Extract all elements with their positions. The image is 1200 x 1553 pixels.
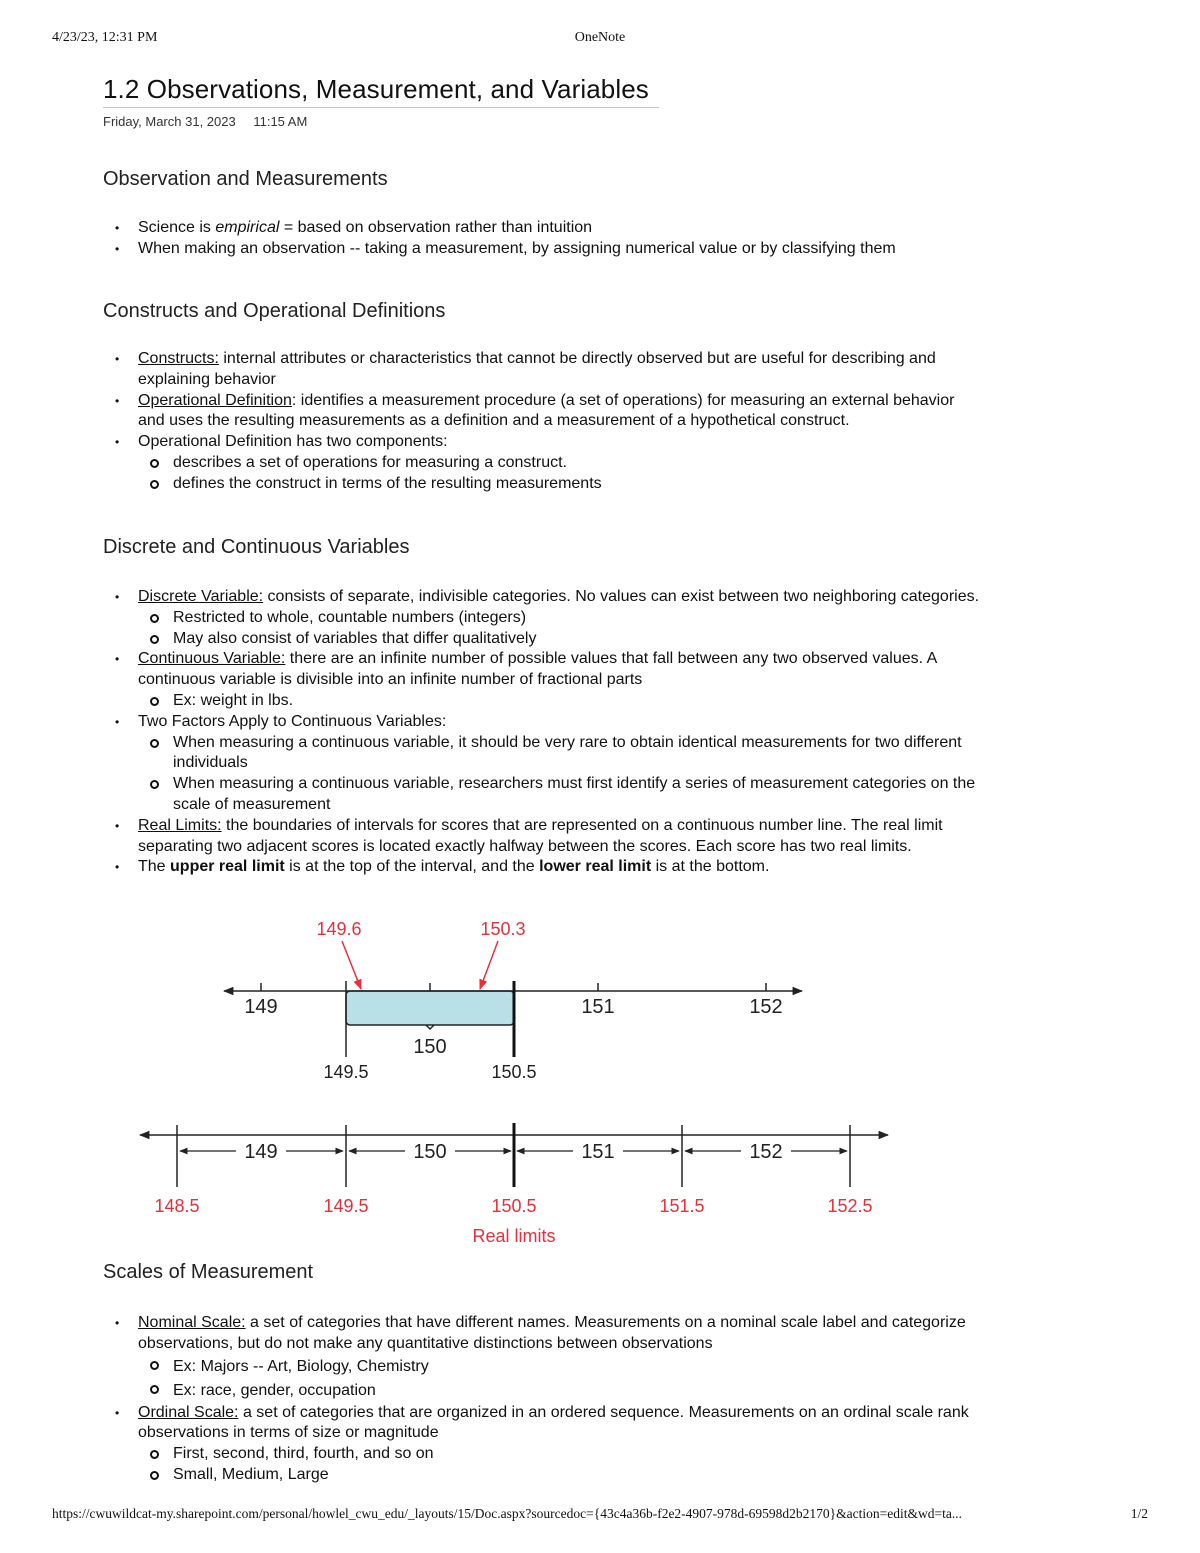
list-item: • Real Limits: the boundaries of intervals for scores that are represented on a continuous number line. The real limit separating two adjacent scores is located exactly halfway between the scores. Each score has two real limits. xyxy=(115,816,985,858)
observation-list xyxy=(115,218,985,260)
scales-list xyxy=(115,1313,985,1486)
real-limit-label-151-5: 151.5 xyxy=(659,1196,705,1216)
sub-list xyxy=(138,733,985,816)
interval-label-151: 151 xyxy=(581,1141,615,1163)
section-title-constructs: Constructs and Operational Definitions xyxy=(103,300,446,322)
sub-list-item: May also consist of variables that differ qualitatively xyxy=(138,629,985,650)
section-title-variables: Discrete and Continuous Variables xyxy=(103,536,410,558)
list-item: • Two Factors Apply to Continuous Variables: When measuring a continuous variable, it should be very rare to obtain identical measurements for two different individuals When measuring a continuous variable, researchers must first identify a series of measurement categories on the scale of measurement xyxy=(115,712,985,816)
sub-list xyxy=(138,1444,985,1486)
list-item: • Continuous Variable: there are an infinite number of possible values that fall between any two observed values. A continuous variable is divisible into an infinite number of fractional parts Ex: weight in lbs. xyxy=(115,649,985,711)
score-label-152: 152 xyxy=(749,996,783,1018)
list-item: • The upper real limit is at the top of the interval, and the lower real limit is at the bottom. xyxy=(115,857,985,878)
section-title-observation: Observation and Measurements xyxy=(103,168,388,190)
print-footer-page-number: 1/2 xyxy=(1130,1506,1148,1521)
list-item: • Ordinal Scale: a set of categories that are organized in an ordered sequence. Measurements on an ordinal scale rank observations in terms of size or magnitude First, second, third, fourth, and so on Small, Medium, Large xyxy=(115,1403,985,1486)
limit-label-150-5: 150.5 xyxy=(491,1062,537,1082)
print-header-datetime: 4/23/23, 12:31 PM xyxy=(52,30,158,45)
score-label-150: 150 xyxy=(413,1036,447,1058)
measurement-arrow-150-3 xyxy=(480,941,498,989)
variables-list xyxy=(115,587,985,878)
upper-real-limit-term: upper real limit xyxy=(170,858,285,876)
list-item: • Operational Definition: identifies a measurement procedure (a set of operations) for measuring an external behavior and uses the resulting measurements as a definition and a measurement of a hypothetical construct. xyxy=(115,391,985,433)
score-label-151: 151 xyxy=(581,996,615,1018)
score-label-149: 149 xyxy=(244,996,278,1018)
interval-label-152: 152 xyxy=(749,1141,783,1163)
term-real-limits: Real Limits: xyxy=(138,816,222,834)
measurement-arrow-149-6 xyxy=(342,941,361,989)
limit-label-149-5: 149.5 xyxy=(323,1062,369,1082)
interval-label-150: 150 xyxy=(413,1141,447,1163)
sub-list-item: Ex: Majors -- Art, Biology, Chemistry xyxy=(138,1355,985,1379)
list-item: • Discrete Variable: consists of separate, indivisible categories. No values can exist between two neighboring categories. Restricted to whole, countable numbers (integers) May also consist of variables that differ qualitatively xyxy=(115,587,985,649)
sub-list xyxy=(138,691,985,712)
print-header-app-name: OneNote xyxy=(574,30,626,45)
term-constructs: Constructs: xyxy=(138,350,219,367)
page-date-day: Friday, March 31, 2023 xyxy=(103,114,236,129)
term-discrete-variable: Discrete Variable: xyxy=(138,588,264,605)
score-150-interval-box xyxy=(346,991,514,1025)
real-limit-label-149-5: 149.5 xyxy=(323,1196,369,1216)
list-item: • Science is empirical = based on observation rather than intuition xyxy=(115,218,985,239)
list-item: • When making an observation -- taking a measurement, by assigning numerical value or by classifying them xyxy=(115,239,985,260)
real-limits-caption: Real limits xyxy=(472,1226,556,1246)
term-nominal-scale: Nominal Scale: xyxy=(138,1314,246,1331)
measurement-label-150-3: 150.3 xyxy=(480,919,526,939)
lower-real-limit-term: lower real limit xyxy=(539,858,652,876)
print-footer-url: https://cwuwildcat-my.sharepoint.com/personal/howlel_cwu_edu/_layouts/15/Doc.aspx?sourcedoc={43c4a36b-f2e2-4907-978d-69598d2b2170}&action=edit&wd=ta... xyxy=(52,1506,962,1521)
measurement-label-149-6: 149.6 xyxy=(316,919,362,939)
page-date xyxy=(103,114,307,129)
sub-list-item: defines the construct in terms of the resulting measurements xyxy=(138,474,985,495)
sub-list-item: Small, Medium, Large xyxy=(138,1465,985,1486)
sub-list-item: First, second, third, fourth, and so on xyxy=(138,1444,985,1465)
empirical-term: empirical xyxy=(215,219,280,236)
sub-list-item: describes a set of operations for measuring a construct. xyxy=(138,453,985,474)
interval-label-149: 149 xyxy=(244,1141,278,1163)
sub-list xyxy=(138,608,985,650)
sub-list-item: When measuring a continuous variable, it should be very rare to obtain identical measurements for two different individuals xyxy=(138,733,985,775)
term-ordinal-scale: Ordinal Scale: xyxy=(138,1403,239,1421)
sub-list-item: Ex: weight in lbs. xyxy=(138,691,985,712)
page-title: 1.2 Observations, Measurement, and Variables xyxy=(103,74,659,108)
list-item: • Operational Definition has two components: describes a set of operations for measuring a construct. defines the construct in terms of the resulting measurements xyxy=(115,432,985,494)
sub-list-item: Restricted to whole, countable numbers (integers) xyxy=(138,608,985,629)
real-limit-label-152-5: 152.5 xyxy=(827,1196,873,1216)
real-limits-diagram xyxy=(130,915,910,1250)
list-item: • Constructs: internal attributes or characteristics that cannot be directly observed but are useful for describing and explaining behavior xyxy=(115,349,985,391)
list-item: • Nominal Scale: a set of categories that have different names. Measurements on a nominal scale label and categorize observations, but do not make any quantitative distinctions between observations Ex: Majors -- Art, Biology, Chemistry Ex: race, gender, occupation xyxy=(115,1313,985,1403)
sub-list-item: Ex: race, gender, occupation xyxy=(138,1379,985,1403)
term-operational-definition: Operational Definition xyxy=(138,391,292,409)
term-continuous-variable: Continuous Variable: xyxy=(138,650,286,668)
real-limit-label-148-5: 148.5 xyxy=(154,1196,200,1216)
real-limit-label-150-5: 150.5 xyxy=(491,1196,537,1216)
sub-list xyxy=(138,453,985,495)
sub-list xyxy=(138,1355,985,1403)
sub-list-item: When measuring a continuous variable, researchers must first identify a series of measurement categories on the scale of measurement xyxy=(138,774,985,816)
section-title-scales: Scales of Measurement xyxy=(103,1261,314,1283)
constructs-list xyxy=(115,349,985,495)
page-date-time: 11:15 AM xyxy=(253,114,308,129)
